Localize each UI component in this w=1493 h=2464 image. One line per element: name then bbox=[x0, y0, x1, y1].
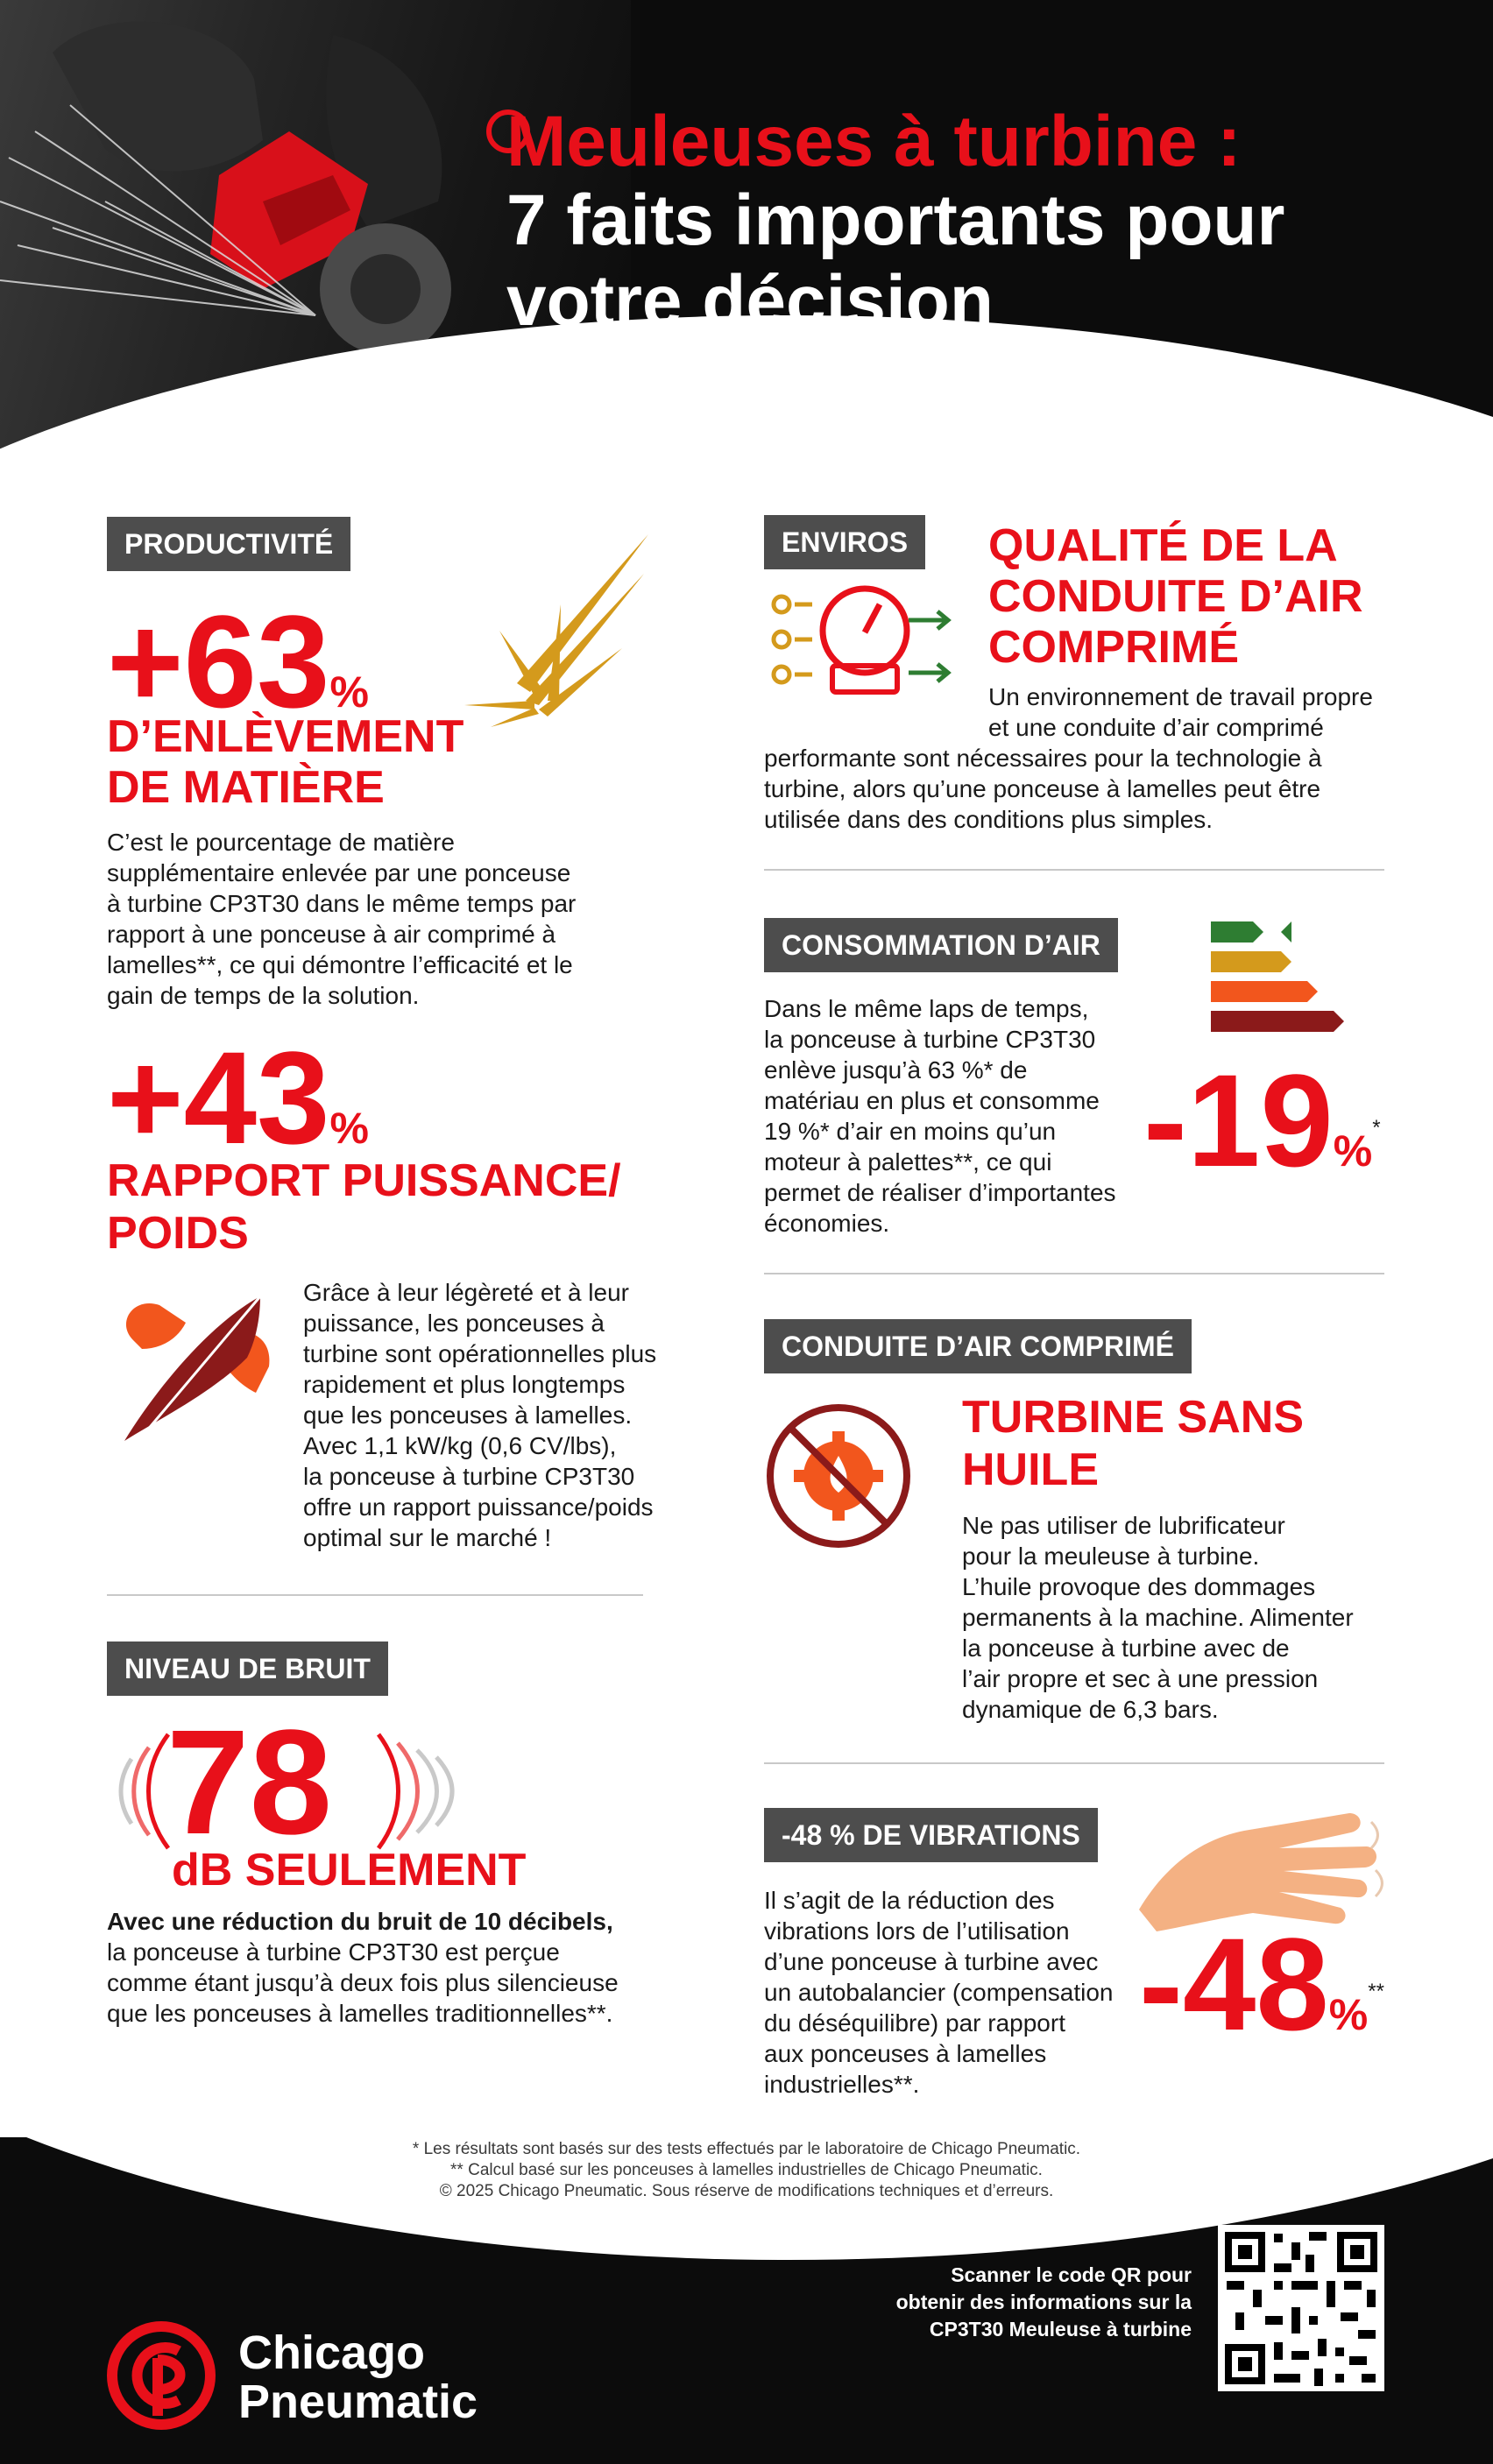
text-line: rapport à une ponceuse à air comprimé à bbox=[107, 921, 556, 948]
text-line: optimal sur le marché ! bbox=[303, 1524, 552, 1551]
conduite-text bbox=[962, 1510, 1418, 1725]
text-line: aux ponceuses à lamelles bbox=[764, 2040, 1047, 2067]
tag-vibrations: -48 % DE VIBRATIONS bbox=[764, 1808, 1098, 1862]
text-line: que les ponceuses à lamelles traditionnelles**. bbox=[107, 2000, 613, 2027]
text-line: Il s’agit de la réduction des bbox=[764, 1887, 1055, 1914]
enviros-text-1 bbox=[988, 681, 1444, 743]
text-line: la ponceuse à turbine CP3T30 bbox=[764, 1026, 1096, 1053]
text-line: lamelles**, ce qui démontre l’efficacité et le bbox=[107, 951, 573, 978]
enviros-heading-2: CONDUITE D’AIR bbox=[988, 571, 1363, 622]
productivite-text bbox=[107, 827, 650, 1011]
conduite-heading-2: HUILE bbox=[962, 1444, 1099, 1495]
text-line: et une conduite d’air comprimé bbox=[988, 714, 1324, 741]
qr-code[interactable] bbox=[1218, 2225, 1384, 2391]
qr-caption-line: CP3T30 Meuleuse à turbine bbox=[929, 2318, 1192, 2340]
productivite-heading-2: DE MATIÈRE bbox=[107, 762, 385, 813]
stat-43-value: +43 bbox=[107, 1024, 330, 1171]
enviros-heading-1: QUALITÉ DE LA bbox=[988, 520, 1338, 571]
consommation-text bbox=[764, 993, 1167, 1239]
text-line: comme étant jusqu’à deux fois plus silencieuse bbox=[107, 1969, 619, 1996]
stat-78-value: 78 bbox=[166, 1699, 333, 1866]
qr-caption bbox=[789, 2262, 1192, 2343]
tag-enviros: ENVIROS bbox=[764, 515, 925, 569]
stat-48-unit: % bbox=[1328, 1990, 1369, 2039]
text-line: économies. bbox=[764, 1210, 890, 1237]
page-title bbox=[506, 103, 1470, 342]
text-line: Dans le même laps de temps, bbox=[764, 995, 1089, 1022]
enviros-text-2 bbox=[764, 743, 1395, 835]
text-line: offre un rapport puissance/poids bbox=[303, 1493, 654, 1521]
title-line-3: votre décision bbox=[506, 261, 994, 341]
stat-19-unit: % bbox=[1333, 1126, 1373, 1176]
stat-43-unit: % bbox=[329, 1104, 369, 1153]
text-line-bold: Avec une réduction du bruit de 10 décibels, bbox=[107, 1908, 613, 1935]
tag-productivite: PRODUCTIVITÉ bbox=[107, 517, 350, 571]
text-line: C’est le pourcentage de matière bbox=[107, 829, 455, 856]
stat-19-value: -19 bbox=[1143, 1047, 1334, 1194]
puissance-heading bbox=[107, 1154, 621, 1260]
qr-code-icon bbox=[1218, 2225, 1384, 2391]
title-line-1: Meuleuses à turbine : bbox=[506, 102, 1242, 181]
text-line: vibrations lors de l’utilisation bbox=[764, 1917, 1070, 1945]
enviros-heading bbox=[988, 520, 1363, 673]
text-line: d’une ponceuse à turbine avec bbox=[764, 1948, 1099, 1975]
brand-line-1: Chicago bbox=[238, 2326, 426, 2379]
text-line: Un environnement de travail propre bbox=[988, 683, 1373, 710]
text-line: moteur à palettes**, ce qui bbox=[764, 1148, 1052, 1176]
text-line: industrielles**. bbox=[764, 2071, 920, 2098]
header-banner bbox=[0, 0, 1493, 455]
conduite-heading bbox=[962, 1391, 1304, 1496]
stat-19-mark: * bbox=[1372, 1116, 1381, 1140]
conduite-heading-1: TURBINE SANS bbox=[962, 1392, 1305, 1443]
productivite-heading bbox=[107, 711, 463, 813]
footnotes bbox=[0, 2139, 1493, 2202]
text-line: utilisée dans des conditions plus simples. bbox=[764, 806, 1214, 833]
divider bbox=[764, 1273, 1384, 1274]
puissance-heading-2: POIDS bbox=[107, 1208, 249, 1259]
tag-consommation: CONSOMMATION D’AIR bbox=[764, 918, 1118, 972]
brand-name bbox=[238, 2328, 478, 2426]
tag-conduite: CONDUITE D’AIR COMPRIMÉ bbox=[764, 1319, 1192, 1373]
stat-63-unit: % bbox=[329, 667, 369, 717]
text-line: rapidement et plus longtemps bbox=[303, 1371, 626, 1398]
text-line: enlève jusqu’à 63 %* de bbox=[764, 1056, 1028, 1084]
puissance-heading-1: RAPPORT PUISSANCE/ bbox=[107, 1155, 621, 1206]
stat-48-value: -48 bbox=[1139, 1910, 1329, 2058]
text-line: la ponceuse à turbine avec de bbox=[962, 1634, 1290, 1662]
text-line: l’air propre et sec à une pression bbox=[962, 1665, 1319, 1692]
title-line-2: 7 faits importants pour bbox=[506, 180, 1285, 260]
text-line: permanents à la machine. Alimenter bbox=[962, 1604, 1354, 1631]
footnote: ** Calcul basé sur les ponceuses à lamelles industrielles de Chicago Pneumatic. bbox=[450, 2161, 1043, 2179]
divider bbox=[764, 869, 1384, 871]
stat-48 bbox=[1139, 1910, 1384, 2058]
brand-line-2: Pneumatic bbox=[238, 2376, 478, 2428]
text-line: Avec 1,1 kW/kg (0,6 CV/lbs), bbox=[303, 1432, 617, 1459]
text-line: matériau en plus et consomme bbox=[764, 1087, 1100, 1114]
enviros-heading-3: COMPRIMÉ bbox=[988, 622, 1239, 673]
text-line: turbine sont opérationnelles plus bbox=[303, 1340, 657, 1367]
text-line: supplémentaire enlevée par une ponceuse bbox=[107, 859, 571, 886]
qr-caption-line: obtenir des informations sur la bbox=[895, 2291, 1192, 2313]
stat-63 bbox=[107, 588, 369, 735]
text-line: Grâce à leur légèreté et à leur bbox=[303, 1279, 629, 1306]
text-line: dynamique de 6,3 bars. bbox=[962, 1696, 1219, 1723]
text-line: performante sont nécessaires pour la technologie à bbox=[764, 745, 1322, 772]
text-line: permet de réaliser d’importantes bbox=[764, 1179, 1116, 1206]
text-line: pour la meuleuse à turbine. bbox=[962, 1543, 1260, 1570]
text-line: du déséquilibre) par rapport bbox=[764, 2009, 1065, 2037]
footer bbox=[0, 2137, 1493, 2464]
divider bbox=[764, 1762, 1384, 1764]
stat-78-unit: dB SEULEMENT bbox=[172, 1845, 527, 1896]
text-line: L’huile provoque des dommages bbox=[962, 1573, 1316, 1600]
text-line: la ponceuse à turbine CP3T30 est perçue bbox=[107, 1938, 560, 1966]
productivite-heading-1: D’ENLÈVEMENT bbox=[107, 711, 464, 762]
gauge-icon bbox=[764, 578, 957, 710]
feather-muscle-icon bbox=[107, 1288, 282, 1450]
sparks-icon bbox=[464, 526, 657, 727]
qr-caption-line: Scanner le code QR pour bbox=[951, 2263, 1192, 2286]
divider bbox=[107, 1594, 643, 1596]
bruit-text bbox=[107, 1906, 668, 2029]
footnote: * Les résultats sont basés sur des tests effectués par le laboratoire de Chicago Pneumatic. bbox=[412, 2140, 1081, 2158]
puissance-text bbox=[303, 1277, 689, 1553]
no-oil-icon bbox=[764, 1401, 913, 1550]
stat-48-mark: ** bbox=[1368, 1980, 1384, 2003]
text-line: que les ponceuses à lamelles. bbox=[303, 1401, 633, 1429]
vibrations-text bbox=[764, 1885, 1167, 2100]
text-line: turbine, alors qu’une ponceuse à lamelles peut être bbox=[764, 775, 1321, 802]
text-line: 19 %* d’air en moins qu’un bbox=[764, 1118, 1057, 1145]
stat-19 bbox=[1143, 1047, 1381, 1194]
text-line: la ponceuse à turbine CP3T30 bbox=[303, 1463, 635, 1490]
stat-63-value: +63 bbox=[107, 588, 330, 735]
text-line: à turbine CP3T30 dans le même temps par bbox=[107, 890, 577, 917]
footnote: © 2025 Chicago Pneumatic. Sous réserve de modifications techniques et d’erreurs. bbox=[439, 2182, 1054, 2200]
text-line: un autobalancier (compensation bbox=[764, 1979, 1114, 2006]
tag-bruit: NIVEAU DE BRUIT bbox=[107, 1641, 388, 1696]
text-line: gain de temps de la solution. bbox=[107, 982, 420, 1009]
stat-43 bbox=[107, 1024, 369, 1171]
text-line: Ne pas utiliser de lubrificateur bbox=[962, 1512, 1285, 1539]
chicago-pneumatic-logo-icon bbox=[107, 2321, 216, 2430]
energy-rating-icon bbox=[1211, 920, 1351, 1042]
text-line: puissance, les ponceuses à bbox=[303, 1310, 605, 1337]
